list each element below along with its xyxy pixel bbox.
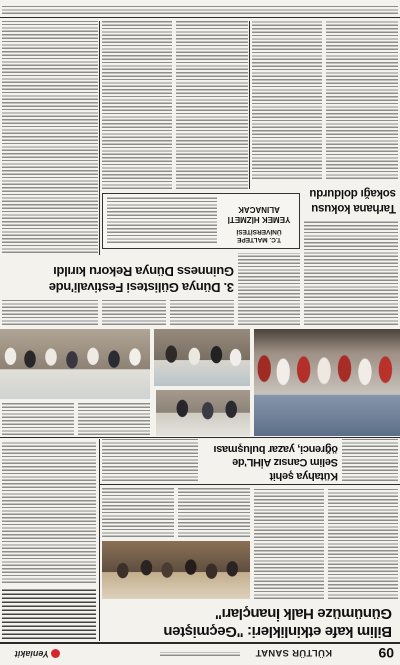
headline-bilim-kafe bbox=[100, 604, 392, 640]
body-text bbox=[2, 299, 98, 325]
body-text bbox=[102, 439, 198, 481]
ad-details bbox=[107, 197, 217, 243]
body-text bbox=[178, 487, 250, 537]
body-text bbox=[326, 21, 398, 179]
photo-bilim-kafe bbox=[102, 541, 250, 599]
column-rule bbox=[99, 439, 100, 641]
header-rule bbox=[0, 643, 400, 645]
headline-line: Selim Cansız AİHL'de bbox=[232, 456, 338, 469]
headline-line: Guinness Dünya Rekoru kırıldı bbox=[53, 264, 234, 279]
photo-event bbox=[154, 329, 250, 386]
logo-icon bbox=[51, 650, 60, 659]
photo-classroom bbox=[156, 390, 250, 436]
footer-text bbox=[2, 4, 398, 14]
body-text bbox=[254, 487, 324, 599]
page-number: 09 bbox=[378, 645, 394, 661]
body-text bbox=[176, 21, 248, 189]
intro-text bbox=[2, 587, 96, 639]
headline-line: Günümüze Halk İnançları" bbox=[215, 605, 392, 622]
footer-rule bbox=[0, 17, 400, 18]
ad-institution: T.C. MALTEPE ÜNİVERSİTESİ bbox=[236, 228, 282, 243]
headline-line: öğrenci, yazar buluşması bbox=[213, 443, 338, 455]
body-text bbox=[102, 21, 172, 189]
headline-line: Bilim kafe etkinlikleri: "Geçmişten bbox=[163, 623, 392, 640]
body-text bbox=[252, 21, 322, 179]
headline-guinness bbox=[2, 263, 234, 295]
body-text bbox=[2, 21, 98, 253]
body-text bbox=[328, 487, 398, 599]
column-rule bbox=[99, 21, 100, 255]
headline-line: Kütahya şehit bbox=[269, 470, 338, 482]
body-text bbox=[2, 441, 96, 583]
headline-tarhana bbox=[302, 185, 396, 215]
body-text bbox=[78, 403, 150, 435]
body-text bbox=[102, 487, 174, 537]
headline-line: 3. Dünya Gülistesi Festivali'nde bbox=[49, 280, 234, 295]
section-rule bbox=[100, 484, 400, 485]
body-text bbox=[304, 221, 398, 325]
ad-title: YEMEK HİZMETİ ALINACAK bbox=[227, 205, 291, 224]
body-text bbox=[2, 403, 74, 435]
section-label: KÜLTÜR SANAT bbox=[255, 647, 332, 658]
body-text bbox=[102, 299, 166, 325]
photo-folk-dancers bbox=[254, 329, 400, 436]
headline-line: Tarhana kokusu bbox=[311, 202, 396, 214]
column-rule bbox=[249, 21, 250, 189]
masthead-logo bbox=[15, 648, 60, 660]
body-text bbox=[170, 299, 234, 325]
headline-line: sokağı doldurdu bbox=[309, 187, 396, 199]
headline-kutahya bbox=[202, 442, 338, 483]
section-rule bbox=[0, 437, 400, 438]
body-text bbox=[238, 253, 300, 325]
body-text bbox=[342, 439, 398, 481]
photo-students bbox=[0, 329, 150, 399]
dateline bbox=[160, 652, 240, 656]
logo-text: Yeniakit bbox=[14, 649, 49, 659]
tender-ad bbox=[102, 193, 300, 249]
